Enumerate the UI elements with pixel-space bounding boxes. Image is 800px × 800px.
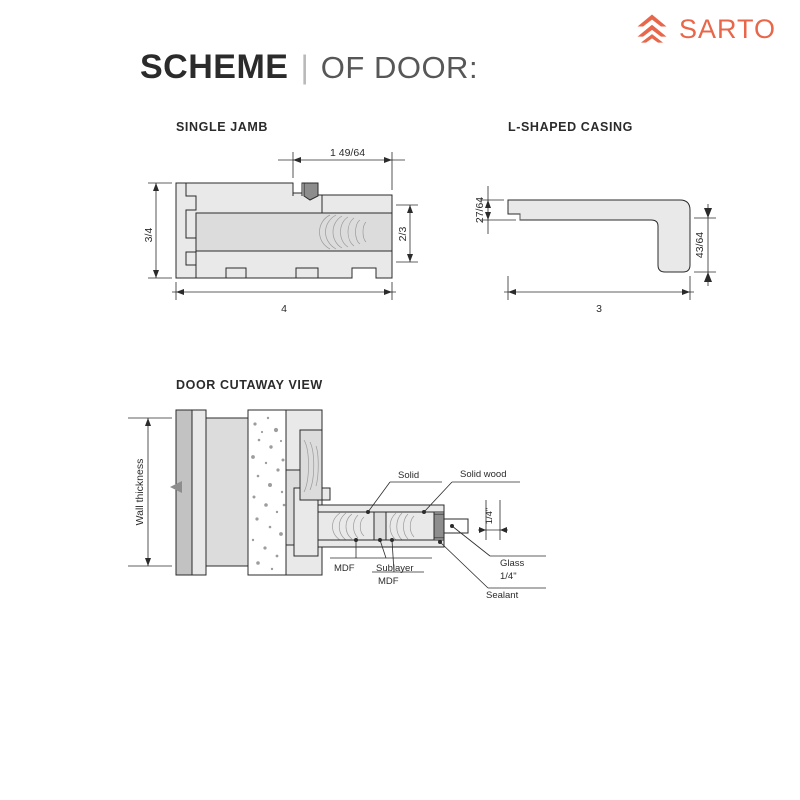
dimension-bottom-single-jamb bbox=[172, 282, 396, 300]
dim-wall-thickness: Wall thickness bbox=[134, 458, 146, 526]
callout-glass-thickness: 1/4" bbox=[500, 571, 517, 582]
callout-glass: Glass bbox=[500, 558, 525, 569]
dimension-bottom-l-casing bbox=[504, 276, 694, 300]
page-title-main: SCHEME bbox=[140, 48, 289, 86]
dim-single-jamb-bottom: 4 bbox=[281, 303, 287, 315]
callout-solid-wood: Solid wood bbox=[460, 469, 507, 480]
dim-l-casing-bottom: 3 bbox=[596, 303, 602, 315]
callout-sublayer: Sublayer bbox=[376, 563, 414, 574]
callout-sealant: Sealant bbox=[486, 590, 519, 601]
page-title-separator: | bbox=[300, 49, 309, 85]
callout-mdf-bottom: MDF bbox=[378, 576, 399, 587]
brand-name: SARTO bbox=[678, 13, 776, 44]
dim-single-jamb-top: 1 49/64 bbox=[330, 147, 366, 159]
dim-single-jamb-left: 3/4 bbox=[143, 227, 155, 243]
drawing-single-jamb bbox=[143, 147, 418, 315]
dim-l-casing-right: 43/64 bbox=[694, 231, 706, 259]
section-label-l-casing: L-SHAPED CASING bbox=[508, 120, 633, 134]
dim-single-jamb-right: 2/3 bbox=[397, 226, 409, 242]
section-label-single-jamb: SINGLE JAMB bbox=[176, 120, 269, 134]
callout-mdf-left: MDF bbox=[334, 563, 355, 574]
dim-gap: 1/4" bbox=[484, 507, 495, 525]
page-title-sub: OF DOOR: bbox=[320, 50, 479, 85]
drawing-l-casing bbox=[474, 186, 716, 315]
dim-l-casing-left: 27/64 bbox=[474, 196, 486, 224]
section-label-door-cutaway: DOOR CUTAWAY VIEW bbox=[176, 378, 323, 392]
drawing-door-cutaway bbox=[128, 410, 546, 601]
callout-solid: Solid bbox=[398, 470, 420, 481]
